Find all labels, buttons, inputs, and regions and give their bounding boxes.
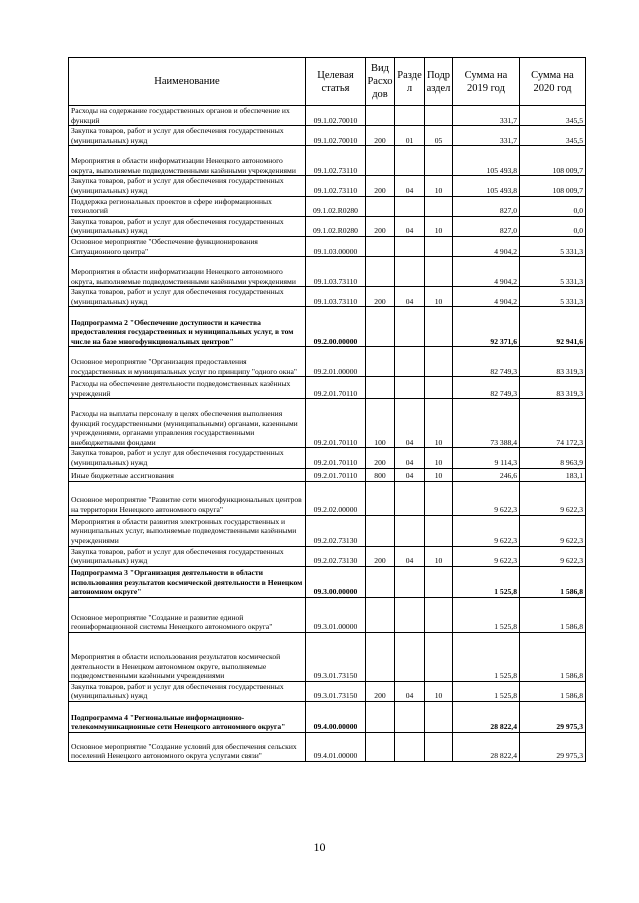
row-subsection-cell: 05 <box>425 126 453 146</box>
row-sum-2019-cell: 827,0 <box>453 196 520 216</box>
row-sum-2020-cell: 5 331,3 <box>520 287 586 307</box>
row-expense-type-cell: 200 <box>366 287 395 307</box>
row-subsection-cell <box>425 701 453 732</box>
row-target-cell: 09.4.00.00000 <box>306 701 366 732</box>
row-sum-2019-cell: 9 622,3 <box>453 546 520 566</box>
table-row <box>69 701 586 732</box>
row-name-cell: Закупка товаров, работ и услуг для обеспечения государственных (муниципальных) нужд <box>69 546 306 566</box>
header-sum-2019: Сумма на 2019 год <box>453 58 520 106</box>
table-row <box>69 566 586 597</box>
header-target-article: Целевая статья <box>306 58 366 106</box>
row-subsection-cell: 10 <box>425 468 453 481</box>
row-section-cell <box>395 236 425 256</box>
row-subsection-cell: 10 <box>425 176 453 196</box>
table-row <box>69 236 586 256</box>
row-section-cell <box>395 515 425 546</box>
row-name-cell: Закупка товаров, работ и услуг для обеспечения государственных (муниципальных) нужд <box>69 287 306 307</box>
row-sum-2019-cell: 28 822,4 <box>453 701 520 732</box>
row-subsection-cell <box>425 347 453 377</box>
row-subsection-cell: 10 <box>425 216 453 236</box>
row-section-cell <box>395 106 425 126</box>
table-row <box>69 216 586 236</box>
row-expense-type-cell: 200 <box>366 216 395 236</box>
row-sum-2020-cell: 29 975,3 <box>520 701 586 732</box>
row-sum-2019-cell: 1 525,8 <box>453 597 520 632</box>
row-section-cell <box>395 701 425 732</box>
row-sum-2020-cell: 5 331,3 <box>520 236 586 256</box>
row-target-cell: 09.1.02.70010 <box>306 106 366 126</box>
row-sum-2020-cell: 9 622,3 <box>520 515 586 546</box>
budget-table <box>68 57 586 762</box>
table-row <box>69 448 586 468</box>
row-name-cell: Основное мероприятие "Создание условий для обеспечения сельских поселений Ненецкого автономного округа услугами связи" <box>69 732 306 761</box>
row-sum-2020-cell: 5 331,3 <box>520 257 586 287</box>
row-name-cell: Иные бюджетные ассигнования <box>69 468 306 481</box>
row-name-cell: Расходы на содержание государственных органов и обеспечение их функций <box>69 106 306 126</box>
row-name-cell: Основное мероприятие "Организация предоставления государственных и муниципальных услуг по принципу "одного окна" <box>69 347 306 377</box>
row-name-cell: Мероприятия в области развития электронных государственных и муниципальных услуг, выполняемые подведомственными казёнными учреждениями <box>69 515 306 546</box>
row-sum-2019-cell: 82 749,3 <box>453 347 520 377</box>
row-sum-2020-cell: 345,5 <box>520 106 586 126</box>
table-row <box>69 732 586 761</box>
row-target-cell: 09.1.02.73110 <box>306 146 366 176</box>
row-subsection-cell <box>425 307 453 347</box>
row-sum-2019-cell: 1 525,8 <box>453 632 520 681</box>
row-sum-2019-cell: 4 904,2 <box>453 287 520 307</box>
row-expense-type-cell <box>366 347 395 377</box>
row-subsection-cell <box>425 481 453 515</box>
header-sum-2020: Сумма на 2020 год <box>520 58 586 106</box>
row-target-cell: 09.2.01.70110 <box>306 468 366 481</box>
row-expense-type-cell: 200 <box>366 176 395 196</box>
row-subsection-cell <box>425 257 453 287</box>
table-row <box>69 176 586 196</box>
row-sum-2019-cell: 92 371,6 <box>453 307 520 347</box>
row-target-cell: 09.3.01.73150 <box>306 632 366 681</box>
row-expense-type-cell <box>366 566 395 597</box>
row-sum-2020-cell: 1 586,8 <box>520 632 586 681</box>
row-sum-2020-cell: 1 586,8 <box>520 597 586 632</box>
row-sum-2019-cell: 82 749,3 <box>453 377 520 399</box>
row-subsection-cell: 10 <box>425 681 453 701</box>
row-subsection-cell <box>425 196 453 216</box>
row-target-cell: 09.4.01.00000 <box>306 732 366 761</box>
table-row <box>69 546 586 566</box>
row-subsection-cell <box>425 106 453 126</box>
row-section-cell <box>395 566 425 597</box>
row-sum-2019-cell: 4 904,2 <box>453 236 520 256</box>
row-name-cell: Мероприятия в области использования результатов космической деятельности в Ненецком автономном округе, выполняемые подведомственными казёнными учреждениями <box>69 632 306 681</box>
row-name-cell: Основное мероприятие "Обеспечение функционирования Ситуационного центра" <box>69 236 306 256</box>
table-row <box>69 481 586 515</box>
table-row <box>69 307 586 347</box>
row-sum-2020-cell: 1 586,8 <box>520 566 586 597</box>
row-section-cell: 04 <box>395 468 425 481</box>
table-row <box>69 106 586 126</box>
row-name-cell: Закупка товаров, работ и услуг для обеспечения государственных (муниципальных) нужд <box>69 216 306 236</box>
row-subsection-cell: 10 <box>425 287 453 307</box>
row-target-cell: 09.3.01.73150 <box>306 681 366 701</box>
row-subsection-cell <box>425 236 453 256</box>
table-row <box>69 257 586 287</box>
row-sum-2020-cell: 92 941,6 <box>520 307 586 347</box>
row-expense-type-cell <box>366 701 395 732</box>
row-name-cell: Мероприятия в области информатизации Ненецкого автономного округа, выполняемые подведомственными казёнными учреждениями <box>69 257 306 287</box>
row-sum-2019-cell: 105 493,8 <box>453 146 520 176</box>
row-expense-type-cell <box>366 106 395 126</box>
row-name-cell: Закупка товаров, работ и услуг для обеспечения государственных (муниципальных) нужд <box>69 126 306 146</box>
header-name: Наименование <box>69 58 306 106</box>
row-name-cell: Основное мероприятие "Создание и развитие единой геоинформационной системы Ненецкого автономного округа" <box>69 597 306 632</box>
table-row <box>69 597 586 632</box>
row-target-cell: 09.1.02.R0280 <box>306 216 366 236</box>
row-subsection-cell: 10 <box>425 546 453 566</box>
row-name-cell: Поддержка региональных проектов в сфере информационных технологий <box>69 196 306 216</box>
row-sum-2019-cell: 28 822,4 <box>453 732 520 761</box>
row-sum-2020-cell: 29 975,3 <box>520 732 586 761</box>
row-sum-2020-cell: 83 319,3 <box>520 347 586 377</box>
row-expense-type-cell: 200 <box>366 126 395 146</box>
row-section-cell <box>395 597 425 632</box>
table-row <box>69 146 586 176</box>
row-target-cell: 09.2.01.00000 <box>306 347 366 377</box>
row-expense-type-cell <box>366 236 395 256</box>
row-subsection-cell <box>425 146 453 176</box>
row-expense-type-cell <box>366 481 395 515</box>
row-section-cell: 04 <box>395 287 425 307</box>
row-subsection-cell <box>425 732 453 761</box>
row-expense-type-cell <box>366 632 395 681</box>
row-sum-2019-cell: 1 525,8 <box>453 566 520 597</box>
row-target-cell: 09.2.02.00000 <box>306 481 366 515</box>
row-target-cell: 09.3.01.00000 <box>306 597 366 632</box>
row-section-cell: 04 <box>395 448 425 468</box>
row-sum-2020-cell: 8 963,9 <box>520 448 586 468</box>
row-expense-type-cell <box>366 515 395 546</box>
table-row <box>69 632 586 681</box>
row-section-cell: 04 <box>395 681 425 701</box>
row-sum-2020-cell: 9 622,3 <box>520 481 586 515</box>
row-subsection-cell <box>425 377 453 399</box>
row-name-cell: Расходы на выплаты персоналу в целях обеспечения выполнения функций государственными (муниципальными) органами, казенными учреждениями, органами управления государственными внебюджетными фондами <box>69 399 306 448</box>
row-name-cell: Закупка товаров, работ и услуг для обеспечения государственных (муниципальных) нужд <box>69 681 306 701</box>
table-row <box>69 681 586 701</box>
row-expense-type-cell: 100 <box>366 399 395 448</box>
row-section-cell <box>395 481 425 515</box>
row-sum-2019-cell: 246,6 <box>453 468 520 481</box>
row-sum-2019-cell: 9 622,3 <box>453 515 520 546</box>
row-subsection-cell: 10 <box>425 448 453 468</box>
row-section-cell <box>395 196 425 216</box>
row-expense-type-cell <box>366 257 395 287</box>
row-sum-2019-cell: 73 388,4 <box>453 399 520 448</box>
row-sum-2019-cell: 827,0 <box>453 216 520 236</box>
row-subsection-cell: 10 <box>425 399 453 448</box>
row-name-cell: Закупка товаров, работ и услуг для обеспечения государственных (муниципальных) нужд <box>69 448 306 468</box>
row-name-cell: Закупка товаров, работ и услуг для обеспечения государственных (муниципальных) нужд <box>69 176 306 196</box>
row-target-cell: 09.2.01.70110 <box>306 448 366 468</box>
row-section-cell <box>395 632 425 681</box>
table-row <box>69 196 586 216</box>
row-subsection-cell <box>425 597 453 632</box>
row-section-cell <box>395 732 425 761</box>
row-sum-2020-cell: 0,0 <box>520 216 586 236</box>
table-row <box>69 468 586 481</box>
row-sum-2020-cell: 1 586,8 <box>520 681 586 701</box>
row-sum-2020-cell: 108 009,7 <box>520 176 586 196</box>
row-expense-type-cell <box>366 597 395 632</box>
row-target-cell: 09.2.02.73130 <box>306 515 366 546</box>
row-target-cell: 09.2.01.70110 <box>306 399 366 448</box>
row-sum-2019-cell: 9 114,3 <box>453 448 520 468</box>
row-name-cell: Расходы на обеспечение деятельности подведомственных казённых учреждений <box>69 377 306 399</box>
table-row <box>69 515 586 546</box>
row-target-cell: 09.2.01.70110 <box>306 377 366 399</box>
table-header-row <box>69 58 586 106</box>
row-section-cell <box>395 307 425 347</box>
row-sum-2020-cell: 108 009,7 <box>520 146 586 176</box>
header-section: Разде л <box>395 58 425 106</box>
table-body <box>69 106 586 762</box>
table-row <box>69 377 586 399</box>
row-target-cell: 09.2.02.73130 <box>306 546 366 566</box>
table-row <box>69 287 586 307</box>
row-sum-2020-cell: 183,1 <box>520 468 586 481</box>
row-section-cell: 04 <box>395 399 425 448</box>
page-number: 10 <box>313 840 326 854</box>
row-target-cell: 09.1.03.00000 <box>306 236 366 256</box>
row-expense-type-cell <box>366 307 395 347</box>
table-row <box>69 126 586 146</box>
row-target-cell: 09.1.03.73110 <box>306 287 366 307</box>
row-subsection-cell <box>425 515 453 546</box>
row-subsection-cell <box>425 632 453 681</box>
row-target-cell: 09.3.00.00000 <box>306 566 366 597</box>
row-section-cell <box>395 257 425 287</box>
row-name-cell: Подпрограмма 2 "Обеспечение доступности и качества предоставления государственных и муниципальных услуг, в том числе на базе многофункциональных центров" <box>69 307 306 347</box>
row-target-cell: 09.1.02.R0280 <box>306 196 366 216</box>
row-sum-2019-cell: 4 904,2 <box>453 257 520 287</box>
table-row <box>69 347 586 377</box>
row-section-cell: 04 <box>395 216 425 236</box>
row-expense-type-cell <box>366 146 395 176</box>
row-sum-2019-cell: 331,7 <box>453 126 520 146</box>
row-target-cell: 09.1.02.73110 <box>306 176 366 196</box>
row-sum-2019-cell: 9 622,3 <box>453 481 520 515</box>
row-section-cell: 04 <box>395 546 425 566</box>
row-expense-type-cell <box>366 377 395 399</box>
row-section-cell <box>395 146 425 176</box>
row-subsection-cell <box>425 566 453 597</box>
row-target-cell: 09.1.02.70010 <box>306 126 366 146</box>
row-section-cell: 01 <box>395 126 425 146</box>
row-sum-2020-cell: 74 172,3 <box>520 399 586 448</box>
row-name-cell: Подпрограмма 3 "Организация деятельности в области использования результатов космической деятельности в Ненецком автономном округе" <box>69 566 306 597</box>
row-sum-2020-cell: 9 622,3 <box>520 546 586 566</box>
row-section-cell: 04 <box>395 176 425 196</box>
row-sum-2020-cell: 0,0 <box>520 196 586 216</box>
row-target-cell: 09.1.03.73110 <box>306 257 366 287</box>
row-expense-type-cell: 200 <box>366 448 395 468</box>
row-name-cell: Основное мероприятие "Развитие сети многофункциональных центров на территории Ненецкого автономного округа" <box>69 481 306 515</box>
row-sum-2020-cell: 83 319,3 <box>520 377 586 399</box>
row-expense-type-cell: 800 <box>366 468 395 481</box>
table-row <box>69 399 586 448</box>
row-target-cell: 09.2.00.00000 <box>306 307 366 347</box>
row-name-cell: Мероприятия в области информатизации Ненецкого автономного округа, выполняемые подведомственными казёнными учреждениями <box>69 146 306 176</box>
row-expense-type-cell: 200 <box>366 681 395 701</box>
row-sum-2019-cell: 1 525,8 <box>453 681 520 701</box>
row-section-cell <box>395 347 425 377</box>
row-sum-2019-cell: 331,7 <box>453 106 520 126</box>
row-name-cell: Подпрограмма 4 "Региональные информационно-телекоммуникационные сети Ненецкого автономного округа" <box>69 701 306 732</box>
row-sum-2020-cell: 345,5 <box>520 126 586 146</box>
row-section-cell <box>395 377 425 399</box>
row-sum-2019-cell: 105 493,8 <box>453 176 520 196</box>
header-subsection: Подр аздел <box>425 58 453 106</box>
row-expense-type-cell <box>366 196 395 216</box>
row-expense-type-cell <box>366 732 395 761</box>
row-expense-type-cell: 200 <box>366 546 395 566</box>
header-expense-type: Вид Расхо дов <box>366 58 395 106</box>
